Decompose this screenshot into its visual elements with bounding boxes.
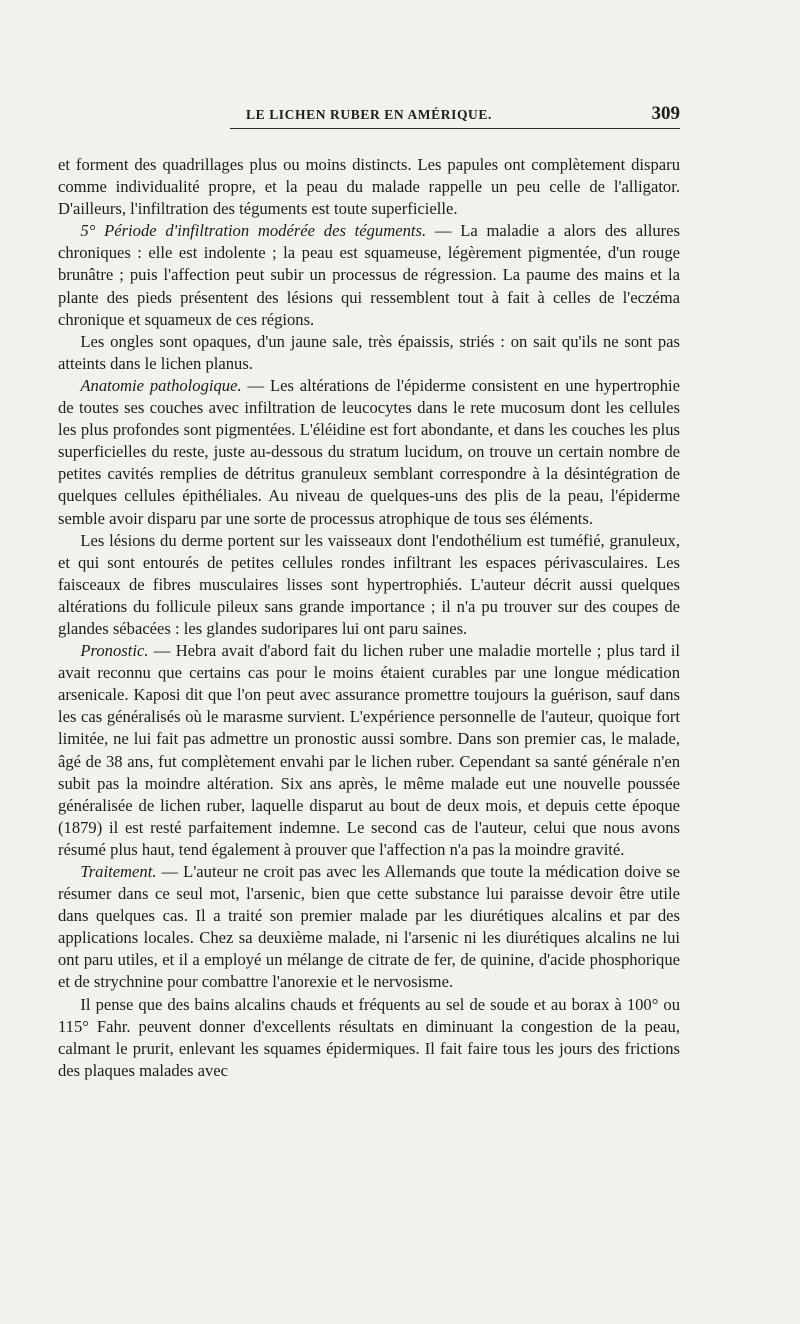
paragraph-anatomie [58, 375, 680, 530]
paragraph-ongles [58, 331, 680, 375]
paragraph-periode-5 [58, 220, 680, 330]
running-title: LE LICHEN RUBER EN AMÉRIQUE. [246, 107, 492, 122]
running-head [58, 103, 680, 129]
paragraph-text: — L'auteur ne croit pas avec les Allemands que toute la médication doive se résumer dans ce seul mot, l'arsenic, bien que cette substance lui paraisse devoir être utile dans quelques cas. Il a traité son premier malade par les diurétiques alcalins et par des applications locales. Chez sa deuxième malade, ni l'arsenic ni les diurétiques alcalins ne lui ont paru utiles, et il a employé un mélange de citrate de fer, de quinine, d'acide phosphorique et de strychnine pour combattre l'anorexie et le nervosisme. [58, 862, 680, 992]
paragraph-text: — La maladie a alors des allures chroniques : elle est indolente ; la peau est squameuse, légèrement pigmentée, d'un rouge brunâtre ; puis l'affection peut subir un processus de régression. La paume des mains et la plante des pieds présentent des lésions qui ressemblent tout à fait à celles de l'eczéma chronique et squameux de ces régions. [58, 221, 680, 329]
paragraph-traitement [58, 861, 680, 994]
body-text [58, 154, 680, 1082]
paragraph-continuation [58, 154, 680, 220]
section-heading: Traitement. [80, 862, 157, 881]
section-heading: Pronostic. [80, 641, 149, 661]
paragraph-text: — Les altérations de l'épiderme consistent en une hypertrophie de toutes ses couches avec infiltration de leucocytes dans le rete mucosum dont les cellules les plus profondes sont pigmentées. L'éléidine est fort abondante, et dans les couches les plus superficielles du reste, juste au-dessous du stratum lucidum, on trouve un certain nombre de petites cavités remplies de détritus granuleux semblant correspondre à la désintégration de quelques cellules épithéliales. Au niveau de quelques-uns des plis de la peau, l'épiderme semble avoir disparu par une sorte de processus atrophique de tous ses éléments. [58, 375, 680, 528]
page-number: 309 [651, 103, 680, 124]
paragraph-bains [58, 994, 680, 1082]
header-rule [230, 128, 680, 129]
section-heading: Anatomie pathologique. [80, 375, 242, 395]
section-heading: 5° Période d'infiltration modérée des téguments. [80, 221, 427, 241]
paragraph-pronostic [58, 640, 680, 861]
paragraph-text: Il pense que des bains alcalins chauds et fréquents au sel de soude et au borax à 100° ou 115° Fahr. peuvent donner d'excellents résultats en diminuant la congestion de la peau, calmant le prurit, enlevant les squames épidermiques. Il fait faire tous les jours des frictions des plaques malades avec [58, 994, 680, 1080]
paragraph-text: Les lésions du derme portent sur les vaisseaux dont l'endothélium est tuméfié, granuleux, et qui sont entourés de petites cellules rondes infiltrant les espaces périvasculaires. Les faisceaux de fibres musculaires lisses sont hypertrophiés. L'auteur décrit aussi quelques altérations du follicule pileux sans grande importance ; il n'a pu trouver sur des coupes de glandes sébacées : les glandes sudoripares lui ont paru saines. [58, 530, 680, 638]
paragraph-derme [58, 530, 680, 640]
paragraph-text: et forment des quadrillages plus ou moins distincts. Les papules ont complètement disparu comme individualité propre, et la peau du malade rappelle un peu celle de l'alligator. D'ailleurs, l'infiltration des téguments est toute superficielle. [58, 155, 680, 219]
paragraph-text: — Hebra avait d'abord fait du lichen ruber une maladie mortelle ; plus tard il avait reconnu que certains cas pour le moins étaient curables par une longue médication arsenicale. Kaposi dit que l'on peut avec assurance promettre toujours la guérison, sauf dans les cas généralisés où le marasme survient. L'expérience personnelle de l'auteur, quoique fort limitée, ne lui fait pas admettre un pronostic aussi sombre. Dans son premier cas, le malade, âgé de 38 ans, fut complètement envahi par le lichen ruber. Cependant sa santé générale n'en subit pas la moindre altération. Six ans après, le même malade eut une nouvelle poussée généralisée de lichen ruber, laquelle disparut au bout de deux mois, et depuis cette époque (1879) il est resté parfaitement indemne. Le second cas de l'auteur, celui que nous avons résumé plus haut, tend également à prouver que l'affection n'a pas la moindre gravité. [58, 641, 680, 859]
paragraph-text: Les ongles sont opaques, d'un jaune sale, très épaissis, striés : on sait qu'ils ne sont pas atteints dans le lichen planus. [58, 331, 680, 373]
